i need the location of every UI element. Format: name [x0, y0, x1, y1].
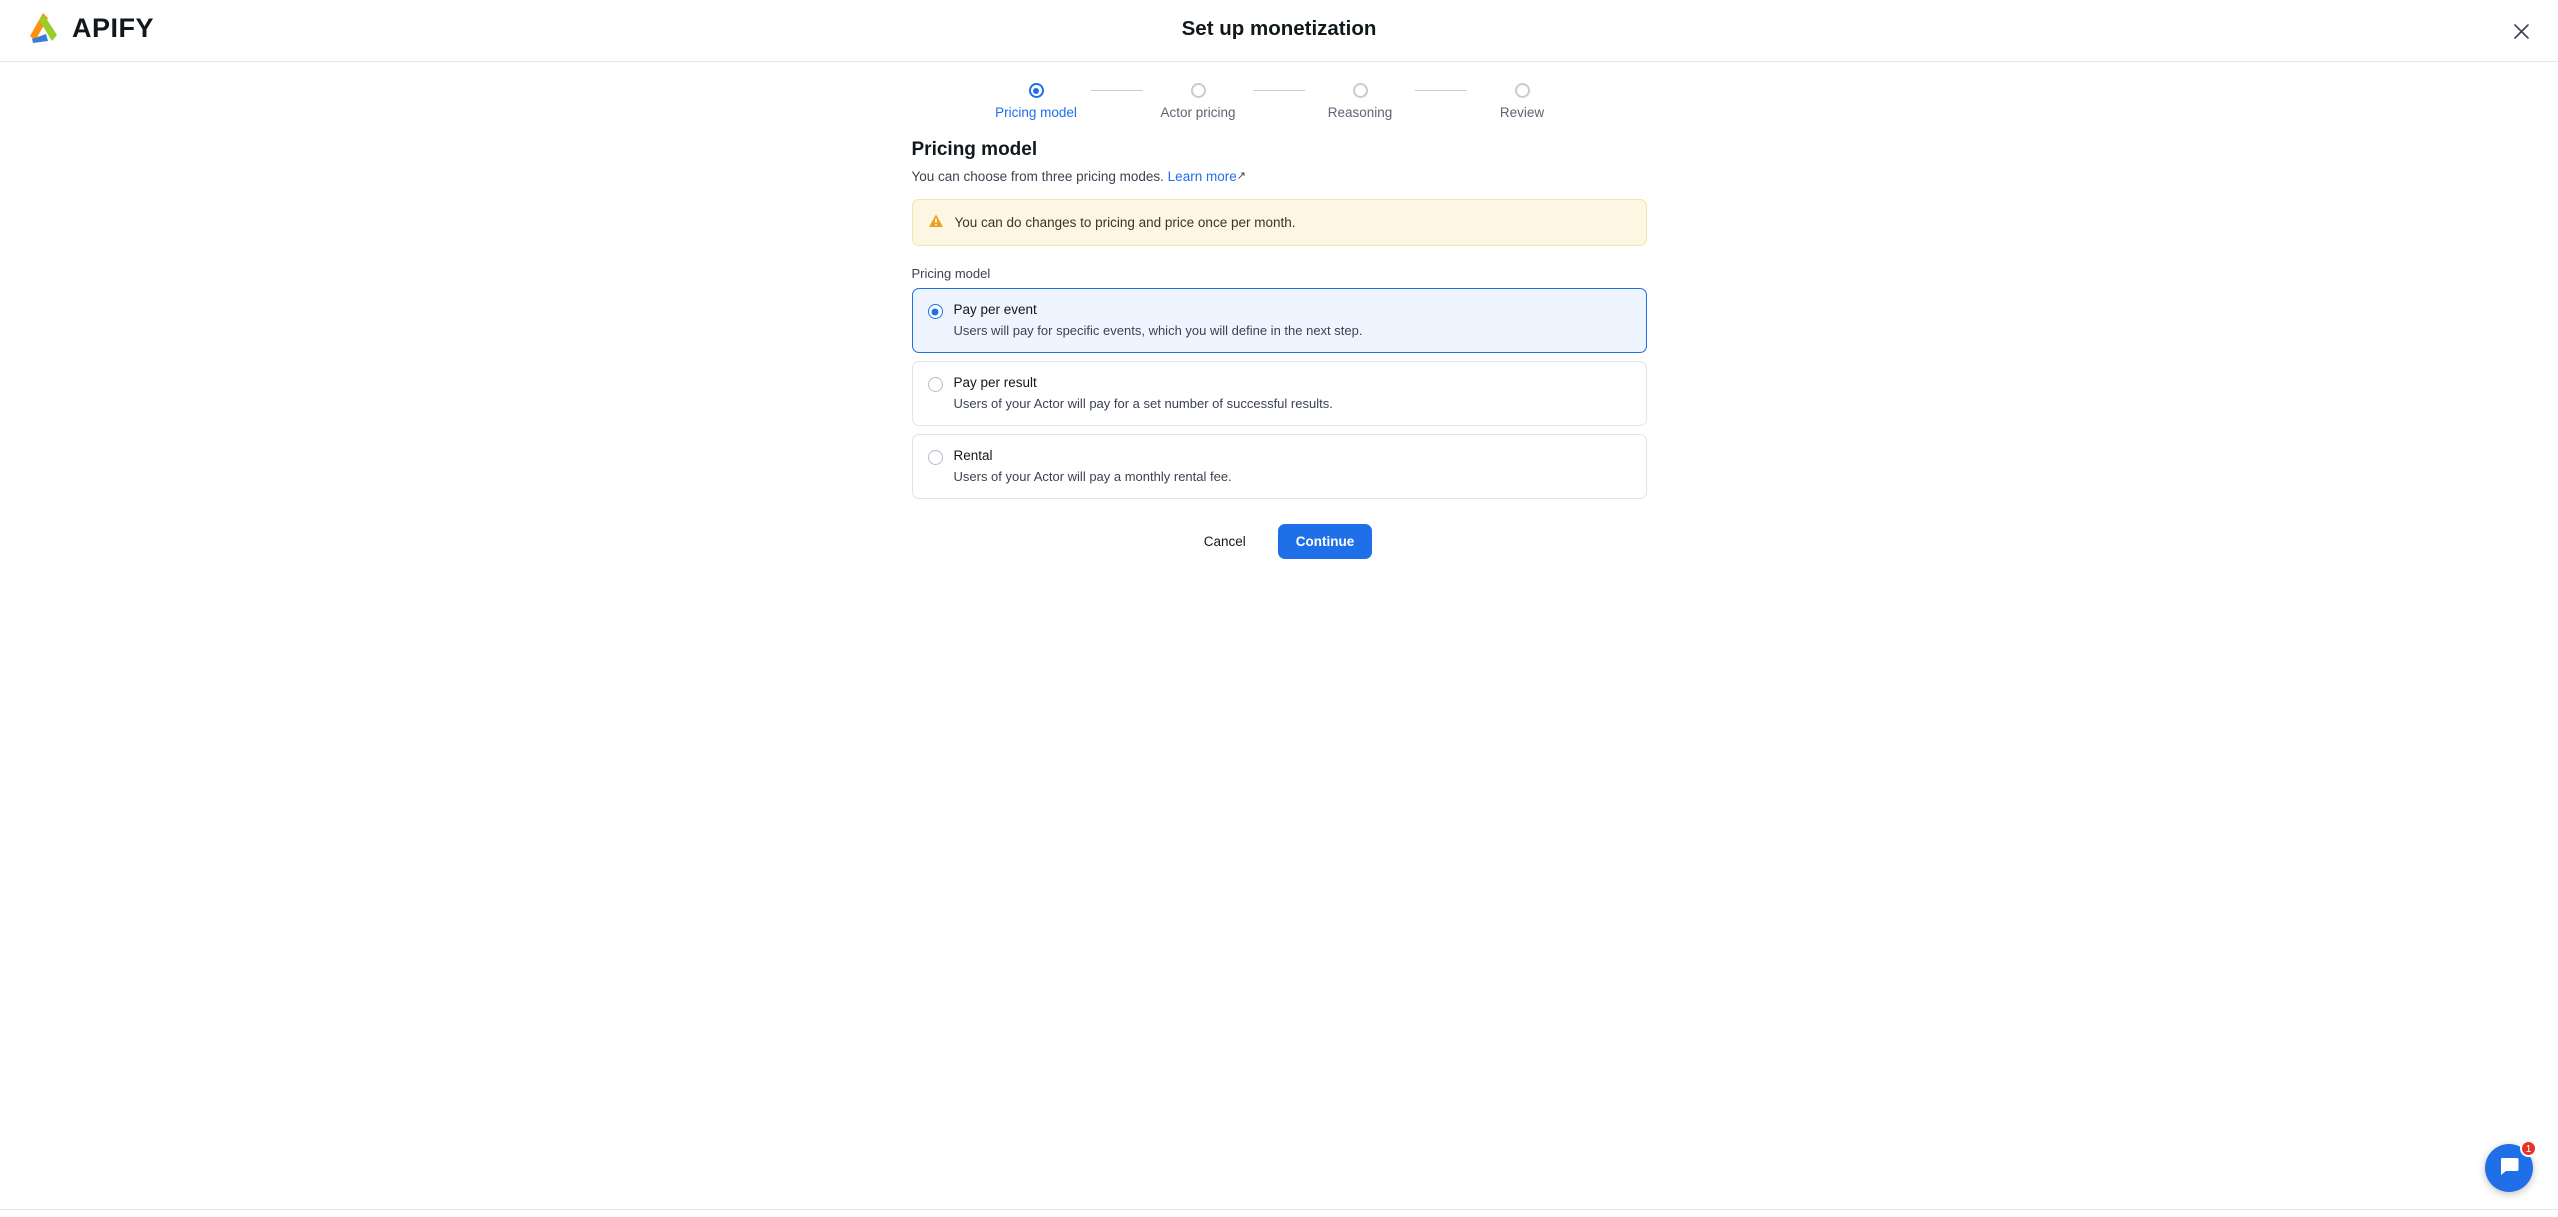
- step-label: Pricing model: [995, 105, 1077, 120]
- external-link-icon: ↗: [1236, 170, 1246, 182]
- step-dot-icon: [1029, 83, 1044, 98]
- step-connector: [1253, 90, 1305, 91]
- option-pay-per-result[interactable]: [912, 361, 1647, 426]
- wizard-step-reasoning[interactable]: [1305, 83, 1415, 120]
- pricing-model-panel: [912, 120, 1647, 559]
- step-dot-icon: [1353, 83, 1368, 98]
- radio-icon[interactable]: [928, 304, 943, 319]
- radio-icon[interactable]: [928, 450, 943, 465]
- section-title: Pricing model: [911, 139, 1038, 160]
- step-connector: [1091, 90, 1143, 91]
- learn-more-label: Learn more: [1167, 169, 1237, 184]
- step-dot-icon: [1191, 83, 1206, 98]
- learn-more-link[interactable]: [1168, 169, 1237, 184]
- form-actions: [912, 524, 1647, 559]
- step-label: Reasoning: [1327, 105, 1393, 120]
- step-connector: [1415, 90, 1467, 91]
- option-title: Rental: [953, 448, 993, 464]
- wizard-step-pricing-model[interactable]: [981, 83, 1091, 120]
- wizard-step-review[interactable]: [1467, 83, 1577, 120]
- option-title: Pay per result: [953, 375, 1037, 391]
- chat-unread-badge: 1: [2520, 1140, 2537, 1157]
- option-rental[interactable]: [912, 434, 1647, 499]
- brand-name: APIFY: [72, 12, 155, 43]
- continue-button[interactable]: Continue: [1278, 524, 1373, 559]
- section-subtitle: [912, 169, 1647, 184]
- radio-icon[interactable]: [928, 377, 943, 392]
- step-label: Actor pricing: [1160, 105, 1236, 120]
- option-description: Users will pay for specific events, which you will define in the next step.: [953, 322, 1363, 338]
- chat-launcher-button[interactable]: [2485, 1144, 2533, 1192]
- section-subtitle-text: You can choose from three pricing modes.: [911, 169, 1164, 184]
- cancel-button[interactable]: Cancel: [1186, 524, 1264, 559]
- option-description: Users of your Actor will pay a monthly rental fee.: [953, 469, 1232, 485]
- step-dot-icon: [1515, 83, 1530, 98]
- wizard-stepper: [0, 83, 2558, 120]
- chat-bubble-icon: [2497, 1154, 2521, 1183]
- warning-triangle-icon: [928, 213, 944, 232]
- step-label: Review: [1499, 105, 1545, 120]
- pricing-model-field-label: Pricing model: [911, 266, 991, 281]
- option-title: Pay per event: [953, 302, 1037, 317]
- alert-text: You can do changes to pricing and price once per month.: [954, 215, 1296, 230]
- bottom-strip: [0, 1209, 2558, 1217]
- wizard-step-actor-pricing[interactable]: [1143, 83, 1253, 120]
- page-title: Set up monetization: [1181, 17, 1377, 40]
- option-description: Users of your Actor will pay for a set number of successful results.: [953, 396, 1333, 411]
- close-icon[interactable]: [2504, 14, 2538, 48]
- option-pay-per-event[interactable]: [912, 288, 1647, 353]
- pricing-change-alert: [912, 199, 1647, 246]
- app-header: [0, 0, 2558, 62]
